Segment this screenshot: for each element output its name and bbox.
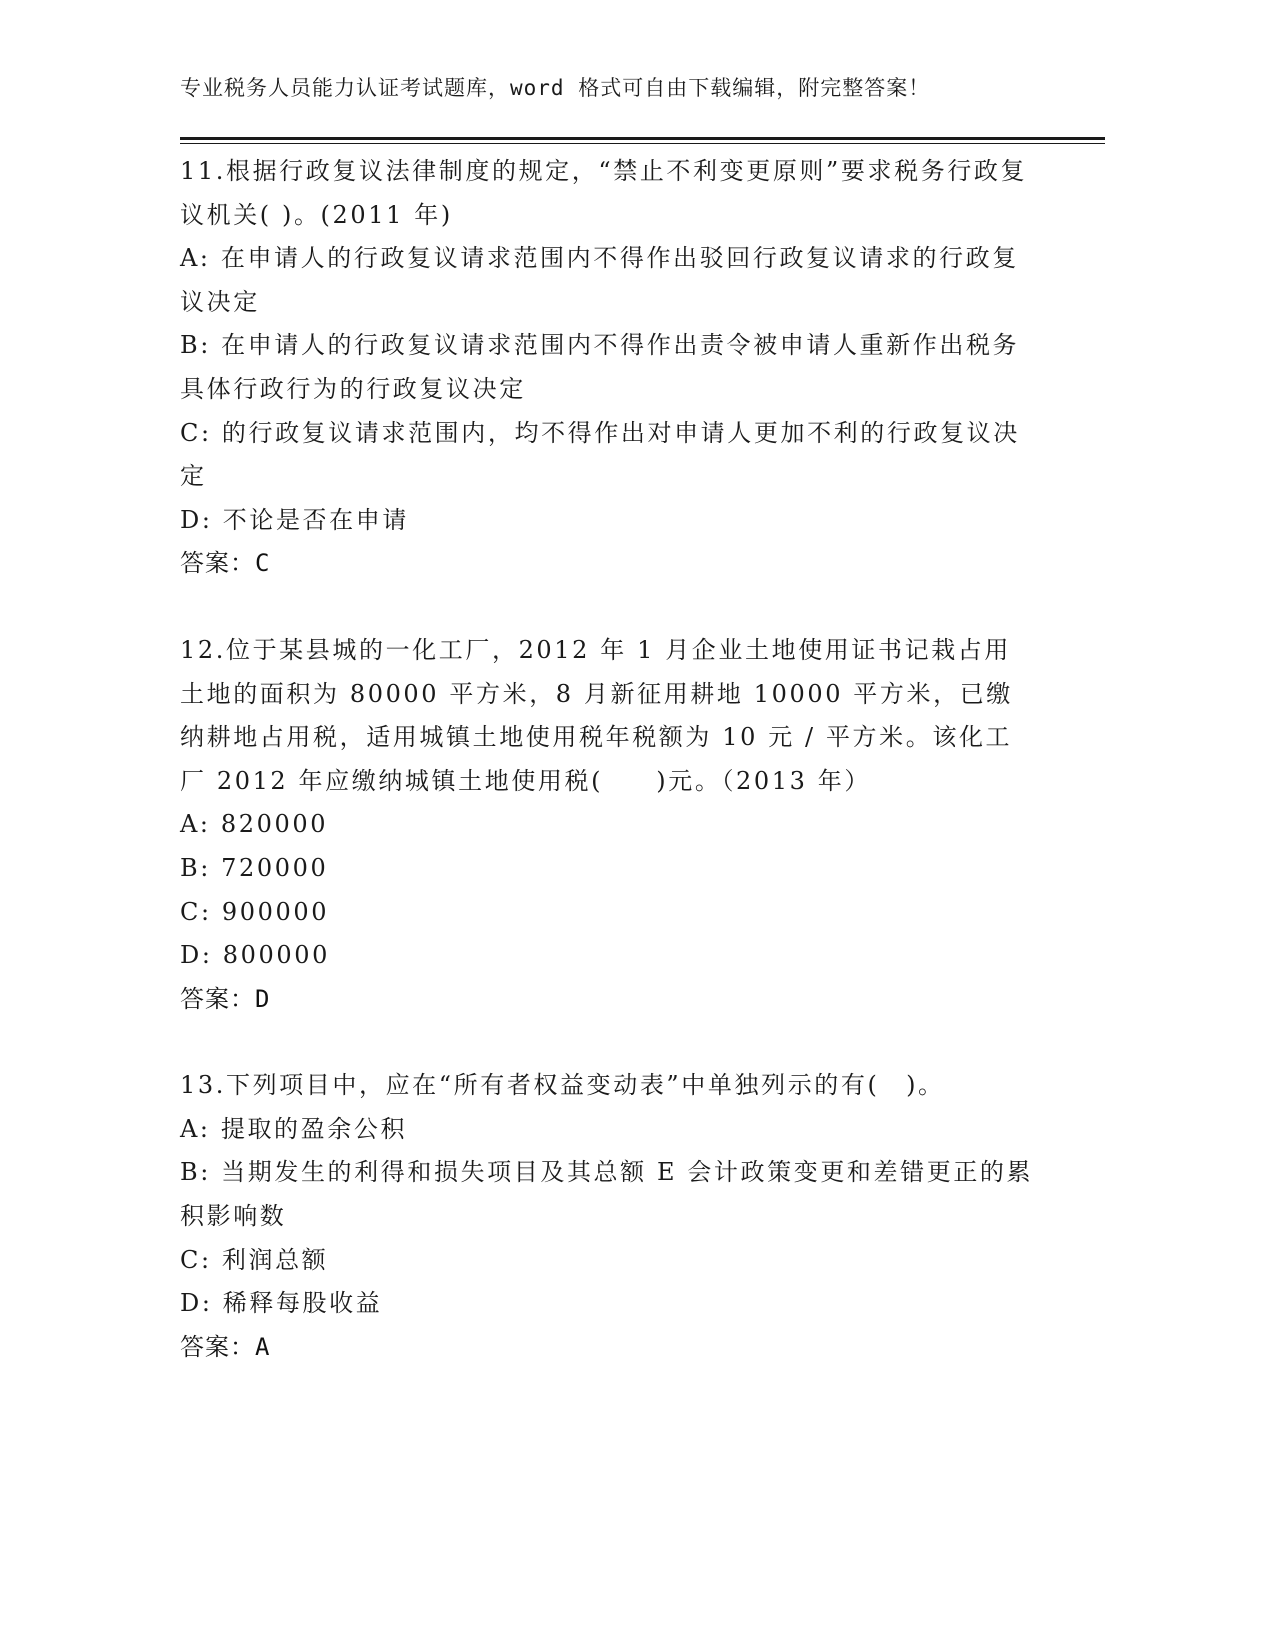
option-a: A: 在申请人的行政复议请求范围内不得作出驳回行政复议请求的行政复议决定	[180, 244, 1019, 316]
option-b: B: 当期发生的利得和损失项目及其总额 E 会计政策变更和差错更正的累积影响数	[180, 1158, 1034, 1231]
header-rule-thin	[180, 143, 1105, 144]
question-13	[180, 1064, 1035, 1369]
answer: 答案：A	[180, 1332, 271, 1361]
option-b: B: 720000	[180, 853, 329, 882]
question-stem: 12.位于某县城的一化工厂，2012 年 1 月企业土地使用证书记栽占用土地的面积为 80000 平方米，8 月新征用耕地 10000 平方米，已缴纳耕地占用税，适用城镇土地使用税年税额为 10 元 / 平方米。该化工厂 2012 年应缴纳城镇土地使用税( )元。（2013 年）	[180, 635, 1013, 795]
option-d: D: 不论是否在申请	[180, 505, 409, 534]
option-d: D: 800000	[180, 941, 330, 970]
answer: 答案：C	[180, 549, 271, 578]
answer: 答案：D	[180, 984, 271, 1013]
option-a: A: 提取的盈余公积	[180, 1114, 408, 1143]
question-list	[180, 150, 1035, 1369]
option-a: A: 820000	[180, 810, 329, 839]
option-c: C: 利润总额	[180, 1245, 329, 1274]
option-c: C: 900000	[180, 897, 330, 926]
question-stem: 13.下列项目中，应在“所有者权益变动表”中单独列示的有( )。	[180, 1071, 945, 1100]
option-c: C: 的行政复议请求范围内，均不得作出对申请人更加不利的行政复议决定	[180, 418, 1020, 491]
page-header: 专业税务人员能力认证考试题库，word 格式可自由下载编辑，附完整答案！	[180, 76, 931, 100]
question-11	[180, 150, 1035, 586]
question-stem: 11.根据行政复议法律制度的规定，“禁止不利变更原则”要求税务行政复议机关( )。(2011 年)	[180, 157, 1028, 229]
header-rule-thick	[180, 137, 1105, 140]
question-spacer	[180, 1021, 1035, 1064]
option-d: D: 稀释每股收益	[180, 1289, 383, 1318]
question-12	[180, 629, 1035, 1021]
option-b: B: 在申请人的行政复议请求范围内不得作出责令被申请人重新作出税务具体行政行为的行政复议决定	[180, 331, 1020, 403]
question-spacer	[180, 586, 1035, 629]
